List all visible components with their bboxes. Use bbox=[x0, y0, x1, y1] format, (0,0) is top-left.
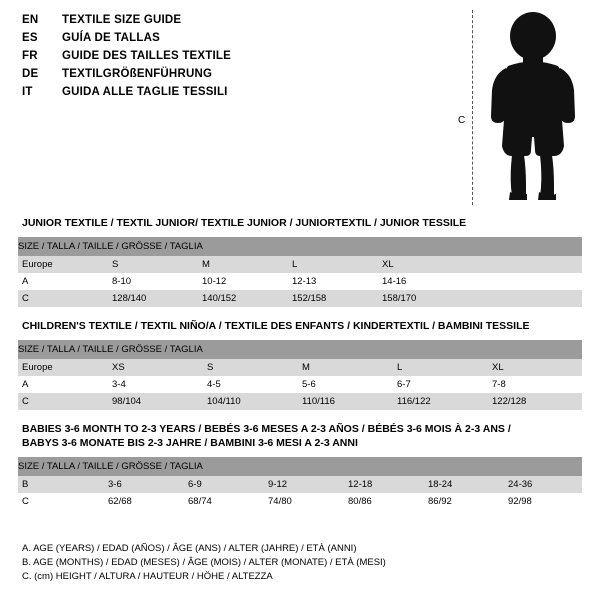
legend-line-c: C. (cm) HEIGHT / ALTURA / HAUTEUR / HÖHE / ALTEZZA bbox=[22, 571, 273, 582]
table-row bbox=[18, 256, 582, 273]
measurement-figure bbox=[452, 10, 592, 205]
cell-value: 10-12 bbox=[202, 276, 227, 287]
cell-value: 24-36 bbox=[508, 476, 582, 493]
table-header-row bbox=[18, 340, 582, 359]
cell-value: 152/158 bbox=[292, 290, 382, 307]
language-row bbox=[22, 86, 442, 104]
section-title-junior: JUNIOR TEXTILE / TEXTIL JUNIOR/ TEXTILE JUNIOR / JUNIORTEXTIL / JUNIOR TESSILE bbox=[22, 217, 467, 229]
cell-value: 7-8 bbox=[492, 379, 506, 390]
cell-value: 92/98 bbox=[508, 496, 532, 507]
babies-size-table bbox=[18, 457, 582, 510]
table-row bbox=[18, 476, 582, 493]
language-code: EN bbox=[22, 14, 39, 26]
table-header-row bbox=[18, 237, 582, 256]
legend-line-b: B. AGE (MONTHS) / EDAD (MESES) / ÂGE (MOIS) / ALTER (MONATE) / ETÀ (MESI) bbox=[22, 557, 386, 568]
table-row bbox=[18, 273, 582, 290]
language-row bbox=[22, 68, 442, 86]
cell-value: 140/152 bbox=[202, 290, 292, 307]
cell-value: 116/122 bbox=[397, 393, 492, 410]
table-row bbox=[18, 493, 582, 510]
measure-label-c: C bbox=[458, 115, 466, 126]
table-row bbox=[18, 376, 582, 393]
row-label: C bbox=[22, 496, 29, 507]
height-measure-line bbox=[472, 10, 473, 205]
cell-value: XS bbox=[112, 359, 207, 376]
cell-value: 98/104 bbox=[112, 393, 207, 410]
cell-value: XL bbox=[492, 359, 582, 376]
table-row bbox=[18, 290, 582, 307]
cell-value: M bbox=[202, 256, 292, 273]
table-header-label: SIZE / TALLA / TAILLE / GRÖSSE / TAGLIA bbox=[18, 457, 582, 476]
cell-value: 158/170 bbox=[382, 290, 582, 307]
cell-value: 128/140 bbox=[112, 290, 202, 307]
table-header-row bbox=[18, 457, 582, 476]
cell-value: 4-5 bbox=[207, 379, 221, 390]
cell-value: 104/110 bbox=[207, 393, 302, 410]
row-label: C bbox=[18, 290, 112, 307]
section-title-children: CHILDREN'S TEXTILE / TEXTIL NIÑO/A / TEXTILE DES ENFANTS / KINDERTEXTIL / BAMBINI TESSILE bbox=[22, 320, 530, 332]
language-header-list bbox=[22, 14, 442, 104]
language-code: IT bbox=[22, 86, 33, 98]
language-title: GUIDE DES TAILLES TEXTILE bbox=[62, 50, 231, 62]
language-code: ES bbox=[22, 32, 38, 44]
row-label: A bbox=[22, 276, 29, 287]
cell-value: 3-6 bbox=[108, 476, 188, 493]
cell-value: L bbox=[397, 359, 492, 376]
children-size-table bbox=[18, 340, 582, 410]
section-title-babies bbox=[22, 422, 511, 450]
language-code: FR bbox=[22, 50, 38, 62]
language-code: DE bbox=[22, 68, 39, 80]
table-row bbox=[18, 359, 582, 376]
section-title-babies-line2: BABYS 3-6 MONATE BIS 2-3 JAHRE / BAMBINI 3-6 MESI A 2-3 ANNI bbox=[22, 437, 358, 449]
cell-value: 86/92 bbox=[428, 496, 452, 507]
cell-value: S bbox=[112, 256, 202, 273]
cell-value: 74/80 bbox=[268, 496, 292, 507]
cell-value: XL bbox=[382, 256, 582, 273]
cell-value: 110/116 bbox=[302, 393, 397, 410]
row-label: A bbox=[22, 379, 29, 390]
junior-size-table bbox=[18, 237, 582, 307]
row-label: B bbox=[18, 476, 108, 493]
table-header-label: SIZE / TALLA / TAILLE / GRÖSSE / TAGLIA bbox=[18, 237, 582, 256]
row-label: Europe bbox=[18, 256, 112, 273]
legend-block bbox=[22, 542, 386, 584]
row-label: C bbox=[18, 393, 112, 410]
cell-value: 122/128 bbox=[492, 393, 582, 410]
language-row bbox=[22, 14, 442, 32]
language-title: GUIDA ALLE TAGLIE TESSILI bbox=[62, 86, 228, 98]
cell-value: M bbox=[302, 359, 397, 376]
cell-value: 12-18 bbox=[348, 476, 428, 493]
cell-value: 62/68 bbox=[108, 496, 132, 507]
language-title: TEXTILE SIZE GUIDE bbox=[62, 14, 182, 26]
cell-value: 9-12 bbox=[268, 476, 348, 493]
cell-value: 12-13 bbox=[292, 276, 317, 287]
row-label: Europe bbox=[18, 359, 112, 376]
cell-value: S bbox=[207, 359, 302, 376]
table-header-label: SIZE / TALLA / TAILLE / GRÖSSE / TAGLIA bbox=[18, 340, 582, 359]
legend-line-a: A. AGE (YEARS) / EDAD (AÑOS) / ÂGE (ANS) / ALTER (JAHRE) / ETÀ (ANNI) bbox=[22, 543, 357, 554]
cell-value: 68/74 bbox=[188, 496, 212, 507]
cell-value: 8-10 bbox=[112, 276, 132, 287]
cell-value: 14-16 bbox=[382, 276, 407, 287]
cell-value: 18-24 bbox=[428, 476, 508, 493]
language-row bbox=[22, 50, 442, 68]
language-row bbox=[22, 32, 442, 50]
cell-value: 80/86 bbox=[348, 496, 372, 507]
language-title: TEXTILGRÖßENFÜHRUNG bbox=[62, 68, 213, 80]
section-title-babies-line1: BABIES 3-6 MONTH TO 2-3 YEARS / BEBÉS 3-6 MESES A 2-3 AÑOS / BÉBÉS 3-6 MOIS À 2-3 ANS / bbox=[22, 423, 511, 435]
table-row bbox=[18, 393, 582, 410]
cell-value: 6-9 bbox=[188, 476, 268, 493]
language-title: GUÍA DE TALLAS bbox=[62, 32, 160, 44]
cell-value: 5-6 bbox=[302, 379, 316, 390]
child-silhouette-icon bbox=[478, 12, 588, 207]
cell-value: 6-7 bbox=[397, 379, 411, 390]
cell-value: 3-4 bbox=[112, 379, 126, 390]
cell-value: L bbox=[292, 256, 382, 273]
